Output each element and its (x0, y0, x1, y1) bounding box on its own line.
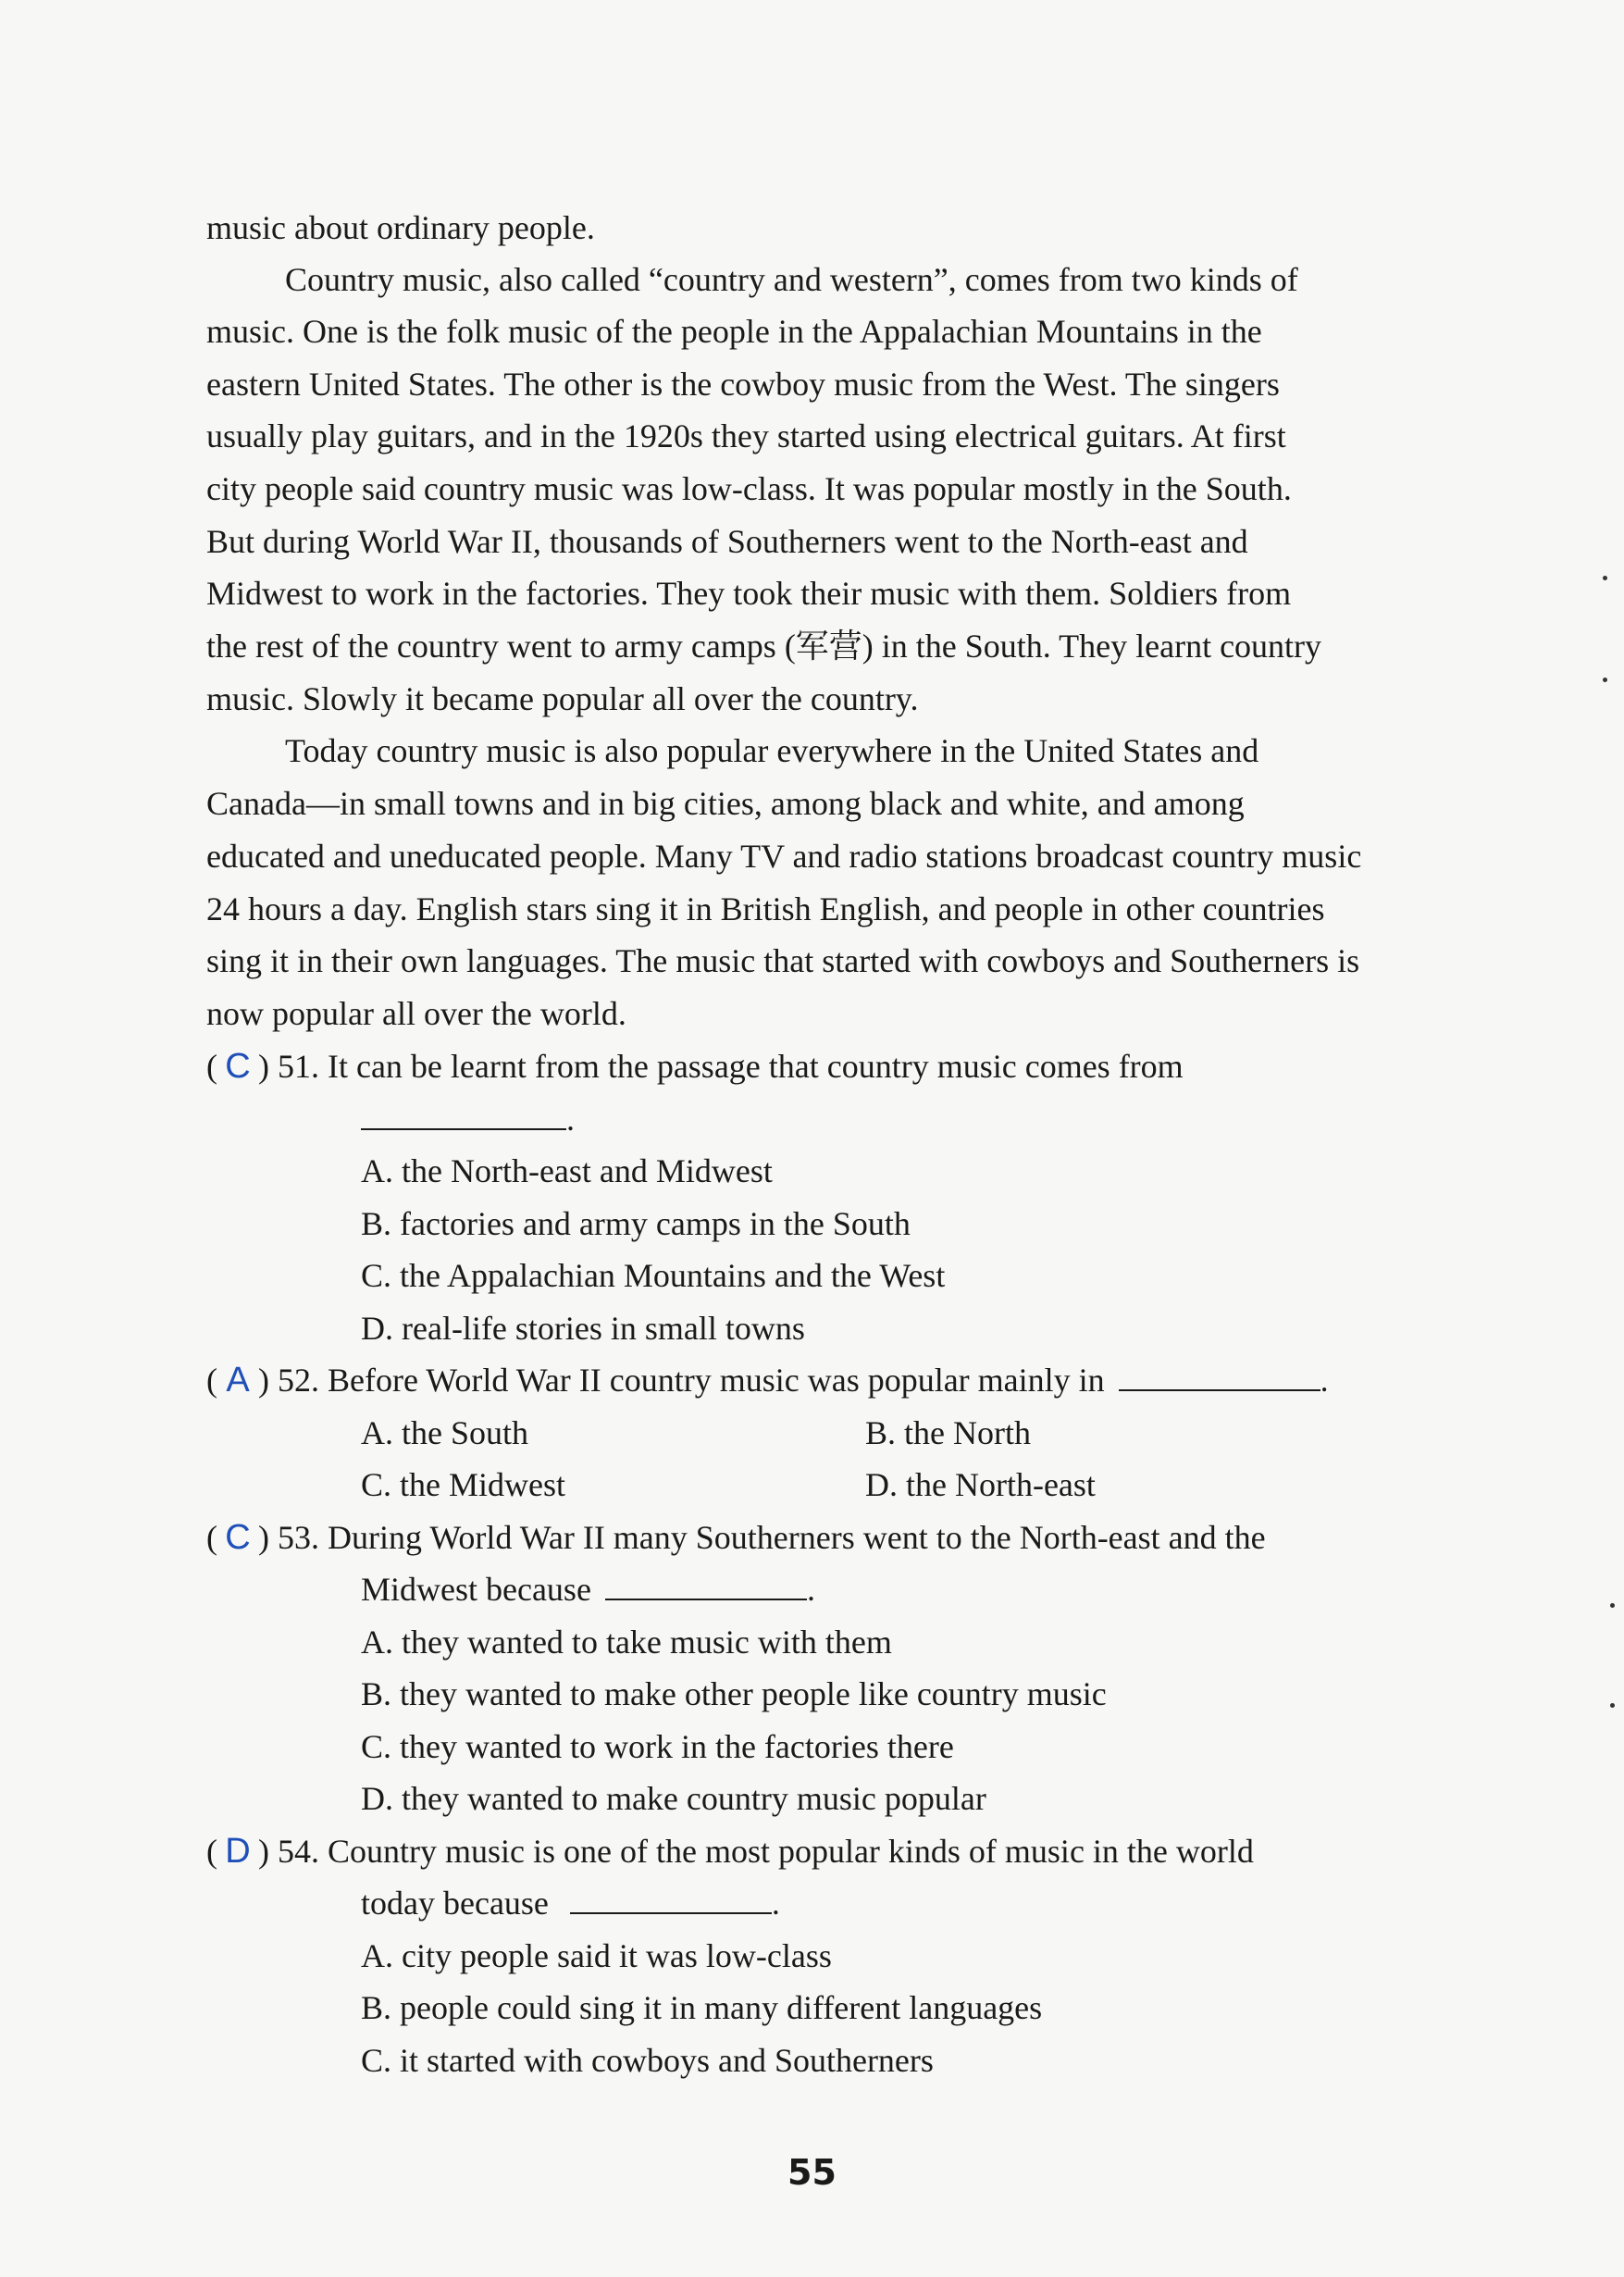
passage-line: the rest of the country went to army camps (军营) in the South. They learnt country (206, 628, 1322, 665)
question-51 (206, 1046, 1184, 1087)
option: B. factories and army camps in the South (361, 1205, 911, 1242)
scan-speck (1610, 1603, 1615, 1608)
page-number: 55 (787, 2152, 837, 2193)
paren-open: ( (206, 1362, 217, 1399)
passage-line: music. One is the folk music of the people in the Appalachian Mountains in the (206, 313, 1262, 350)
scan-speck (1610, 1703, 1615, 1708)
passage-line: Country music, also called “country and western”, comes from two kinds of (285, 261, 1298, 298)
passage-line: But during World War II, thousands of Southerners went to the North-east and (206, 523, 1248, 560)
answer-53: C (225, 1518, 251, 1557)
passage-line: Canada—in small towns and in big cities, among black and white, and among (206, 785, 1245, 822)
answer-blank (1119, 1362, 1320, 1391)
question-stem-continued (361, 1883, 780, 1923)
option: D. the North-east (865, 1466, 1096, 1503)
passage-line: now popular all over the world. (206, 995, 626, 1032)
answer-blank-line (361, 1099, 575, 1139)
option: C. the Appalachian Mountains and the West (361, 1257, 946, 1294)
question-stem: ) 53. During World War II many Southerners went to the North-east and the (258, 1519, 1266, 1556)
option: A. the South (361, 1414, 529, 1451)
paren-open: ( (206, 1048, 217, 1085)
question-stem: today because (361, 1885, 549, 1922)
question-52 (206, 1360, 1329, 1400)
option: C. they wanted to work in the factories there (361, 1728, 954, 1765)
paren-open: ( (206, 1833, 217, 1870)
passage-line: city people said country music was low-class. It was popular mostly in the South. (206, 470, 1292, 507)
answer-52: A (226, 1361, 250, 1400)
blank-period: . (1320, 1362, 1329, 1399)
option: A. they wanted to take music with them (361, 1624, 892, 1661)
blank-period: . (771, 1885, 780, 1922)
question-54 (206, 1831, 1254, 1872)
scan-speck (1603, 576, 1607, 580)
answer-blank (570, 1885, 772, 1914)
passage-line: sing it in their own languages. The music that started with cowboys and Southerners is (206, 942, 1360, 979)
option: A. city people said it was low-class (361, 1937, 832, 1974)
question-53 (206, 1517, 1266, 1558)
answer-blank (361, 1101, 566, 1130)
passage-line: Midwest to work in the factories. They took their music with them. Soldiers from (206, 575, 1292, 612)
option: C. it started with cowboys and Southerners (361, 2042, 934, 2079)
scan-speck (1603, 678, 1607, 682)
option: B. they wanted to make other people like country music (361, 1675, 1107, 1712)
question-stem: Midwest because (361, 1571, 591, 1608)
question-stem: ) 52. Before World War II country music was popular mainly in (258, 1362, 1105, 1399)
passage-line: 24 hours a day. English stars sing it in British English, and people in other countries (206, 890, 1325, 927)
blank-period: . (566, 1101, 575, 1138)
option: C. the Midwest (361, 1466, 565, 1503)
option: D. they wanted to make country music popular (361, 1780, 986, 1817)
answer-51: C (225, 1047, 251, 1086)
passage-line: Today country music is also popular everywhere in the United States and (285, 732, 1259, 769)
option: B. people could sing it in many different languages (361, 1989, 1043, 2026)
question-stem: ) 54. Country music is one of the most popular kinds of music in the world (258, 1833, 1254, 1870)
option: A. the North-east and Midwest (361, 1152, 773, 1189)
question-stem: ) 51. It can be learnt from the passage that country music comes from (258, 1048, 1184, 1085)
passage-line: usually play guitars, and in the 1920s they started using electrical guitars. At first (206, 417, 1286, 454)
paren-open: ( (206, 1519, 217, 1556)
option: D. real-life stories in small towns (361, 1310, 805, 1347)
question-stem-continued (361, 1569, 815, 1610)
passage-line: educated and uneducated people. Many TV and radio stations broadcast country music (206, 838, 1362, 875)
answer-54: D (225, 1832, 251, 1871)
passage-line: eastern United States. The other is the cowboy music from the West. The singers (206, 366, 1280, 403)
answer-blank (605, 1571, 807, 1600)
option: B. the North (865, 1414, 1031, 1451)
passage-line: music. Slowly it became popular all over the country. (206, 680, 919, 717)
passage-line: music about ordinary people. (206, 209, 595, 246)
blank-period: . (806, 1571, 815, 1608)
